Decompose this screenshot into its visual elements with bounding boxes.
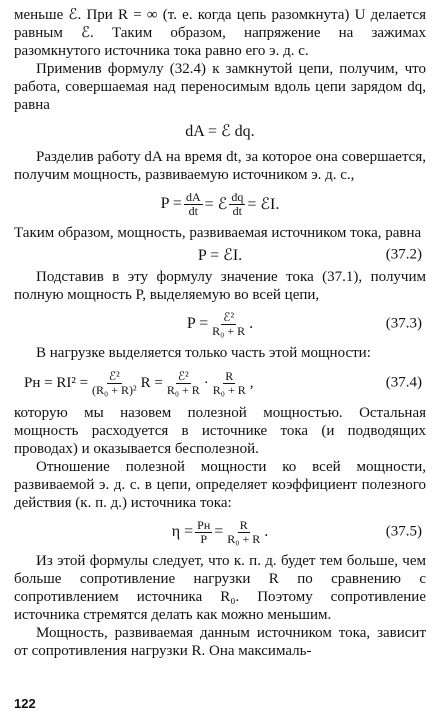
eq6-mid: = <box>214 523 224 540</box>
eq6-f2-num: R <box>239 517 248 532</box>
eq6-left: η = <box>171 523 194 540</box>
paragraph-5: Подставив в эту формулу значение тока (37.1), получим полную мощность P, выделяемую во всей цепи, <box>14 269 426 303</box>
eq4-right: . <box>249 315 254 332</box>
paragraph-8: Отношение полезной мощности ко всей мощности, развиваемой э. д. с. в цепи, определяет коэффициент полезного действия (к. п. д.) источника тока: <box>14 459 426 511</box>
eq6-f2-den: R₀ + R <box>227 531 261 546</box>
page-number: 122 <box>14 696 36 711</box>
eq5-left: Pн = RI² = <box>24 374 89 391</box>
equation-1-text: dA = ℰ dq. <box>185 123 255 140</box>
eq5-f2-den: R₀ + R <box>166 382 200 397</box>
eq6-number: (37.5) <box>385 523 422 540</box>
eq2-f2-num: dq <box>231 189 244 204</box>
eq2-fraction-1 <box>184 191 203 218</box>
eq5-f1-num: ℰ² <box>108 368 120 383</box>
eq6-f1-num: Pн <box>197 517 211 532</box>
eq5-fraction-2 <box>165 370 202 397</box>
equation-6 <box>14 512 426 552</box>
eq4-den: R₀ + R <box>212 323 246 338</box>
eq5-fraction-3 <box>211 370 248 397</box>
eq2-f1-den: dt <box>188 203 198 218</box>
eq5-f2-num: ℰ² <box>177 368 189 383</box>
eq5-f3-den: R₀ + R <box>212 382 246 397</box>
eq3-number: (37.2) <box>385 246 422 263</box>
eq2-f2-den: dt <box>232 203 242 218</box>
eq6-right: . <box>264 523 269 540</box>
eq2-left: P = <box>160 195 182 212</box>
paragraph-4: Таким образом, мощность, развиваемая источником тока, равна <box>14 225 422 241</box>
eq5-dot: · <box>203 374 209 391</box>
equation-5 <box>14 362 426 404</box>
eq4-fraction <box>210 311 247 338</box>
eq4-number: (37.3) <box>385 315 422 332</box>
eq4-num-top: ℰ² <box>223 309 235 324</box>
paragraph-7: которую мы назовем полезной мощностью. Остальная мощность расходуется в источнике тока (и подводящих проводах) и оказывается бесполезной. <box>14 405 426 457</box>
equation-2 <box>14 184 426 224</box>
eq3-text: P = ℰI. <box>197 247 243 264</box>
eq5-fraction-1 <box>90 370 139 397</box>
eq2-f1-num: dA <box>185 189 201 204</box>
paragraph-1: меньше ℰ. При R = ∞ (т. е. когда цепь разомкнута) U делается равным ℰ. Таким образом, напряжение на зажимах разомкнутого источника тока равно его э. д. с. <box>14 7 426 59</box>
eq6-fraction-1 <box>195 519 212 546</box>
eq2-mid: = ℰ <box>204 196 228 213</box>
eq5-number: (37.4) <box>385 374 422 391</box>
paragraph-9: Из этой формулы следует, что к. п. д. будет тем больше, чем больше сопротивление нагрузки R по сравнению с сопротивлением источника R₀. Поэтому сопротивление источника стремятся делать как можно меньшим. <box>14 553 426 623</box>
equation-3 <box>14 242 426 268</box>
paragraph-3: Разделив работу dA на время dt, за которое она совершается, получим мощность, развиваемую источником э. д. с., <box>14 149 426 183</box>
eq2-right: = ℰI. <box>247 196 280 213</box>
equation-4 <box>14 304 426 344</box>
paragraph-10: Мощность, развиваемая данным источником тока, зависит от сопротивления нагрузки R. Она максималь- <box>14 625 426 659</box>
eq5-f1-den: (R₀ + R)² <box>92 382 137 397</box>
eq2-fraction-2 <box>229 191 245 218</box>
eq4-left: P = <box>186 315 209 332</box>
eq5-mid: R = <box>140 374 163 391</box>
eq6-f1-den: P <box>200 531 208 546</box>
eq5-right: , <box>249 374 254 391</box>
paragraph-2: Применив формулу (32.4) к замкнутой цепи, получим, что работа, совершаемая над переносимым вдоль цепи зарядом dq, равна <box>14 61 426 113</box>
eq6-fraction-2 <box>225 519 262 546</box>
eq5-f3-num: R <box>225 368 234 383</box>
paragraph-6: В нагрузке выделяется только часть этой мощности: <box>36 345 371 361</box>
equation-1 <box>14 114 426 148</box>
